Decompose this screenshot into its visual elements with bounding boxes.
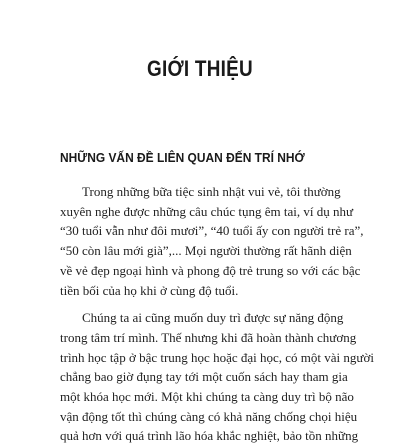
text-line: “50 còn lâu mới già”,... Mọi người thường rất hãnh diện: [60, 243, 352, 259]
paragraph-1: [60, 182, 364, 300]
body-text: [60, 182, 374, 446]
text-line: xuyên nghe được những câu chúc tụng êm tai, ví dụ như: [60, 203, 354, 219]
text-line: một khóa học mới. Một khi chúng ta càng duy trì bộ não: [60, 389, 354, 405]
text-line: Chúng ta ai cũng muốn duy trì được sự năng động: [82, 310, 344, 326]
text-line: quả hơn với quá trình lão hóa khắc nghiệt, bảo tồn những: [60, 428, 359, 444]
text-line: Trong những bữa tiệc sinh nhật vui vẻ, tôi thường: [82, 184, 341, 199]
text-line: vận động tốt thì chúng càng có khả năng chống chọi hiệu: [60, 408, 358, 424]
text-line: “30 tuổi vẫn như đôi mươi”, “40 tuổi ấy con người trẻ ra”,: [60, 223, 364, 239]
text-line: chẳng bao giờ đụng tay tới một cuốn sách hay tham gia: [60, 369, 348, 385]
text-line: trong tâm trí mình. Thế nhưng khi đã hoàn thành chương: [60, 329, 357, 345]
chapter-title: GIỚI THIỆU: [147, 56, 253, 81]
text-line: trình học tập ở bậc trung học hoặc đại học, có một vài người: [60, 349, 374, 365]
paragraph-2: [60, 308, 374, 446]
text-line: về vẻ đẹp ngoại hình và phong độ trẻ trung so với các bậc: [60, 262, 361, 278]
text-line: tiền bối của họ khi ở cùng độ tuổi.: [60, 282, 239, 298]
section-heading: NHỮNG VẤN ĐỀ LIÊN QUAN ĐẾN TRÍ NHỚ: [60, 150, 305, 165]
